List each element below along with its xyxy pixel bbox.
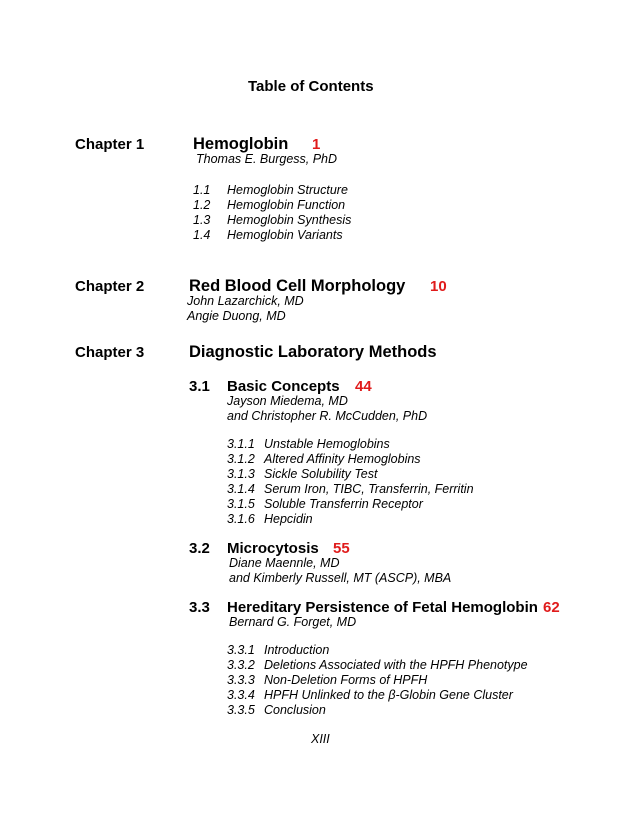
chapter-2-author: John Lazarchick, MD xyxy=(187,294,304,308)
section-3-3-title: Hereditary Persistence of Fetal Hemoglobin xyxy=(227,599,538,616)
toc-item-number: 1.1 xyxy=(193,183,211,197)
toc-item-text: Serum Iron, TIBC, Transferrin, Ferritin xyxy=(264,482,474,496)
section-3-2-title: Microcytosis xyxy=(227,540,319,557)
toc-item-text: Hepcidin xyxy=(264,512,313,526)
section-3-1-title: Basic Concepts xyxy=(227,378,340,395)
section-3-3-page-number: 62 xyxy=(543,599,560,616)
toc-item-text: Unstable Hemoglobins xyxy=(264,437,390,451)
chapter-2-page-number: 10 xyxy=(430,278,447,295)
section-3-1-author: and Christopher R. McCudden, PhD xyxy=(227,409,428,423)
section-3-2-page-number: 55 xyxy=(333,540,350,557)
toc-item-number: 3.1.5 xyxy=(227,497,255,511)
section-3-1-author: Jayson Miedema, MD xyxy=(227,394,348,408)
toc-item-text: Sickle Solubility Test xyxy=(264,467,378,481)
toc-item-text: Hemoglobin Variants xyxy=(227,228,343,242)
toc-item-number: 3.3.1 xyxy=(227,643,255,657)
chapter-1-title: Hemoglobin xyxy=(193,135,289,153)
section-3-3-number: 3.3 xyxy=(189,599,210,616)
toc-item-number: 3.1.6 xyxy=(227,512,255,526)
toc-item-text: Hemoglobin Synthesis xyxy=(227,213,352,227)
page-number-footer: XIII xyxy=(311,732,330,746)
toc-item-number: 3.1.3 xyxy=(227,467,255,481)
toc-item-text: Hemoglobin Function xyxy=(227,198,346,212)
toc-item-number: 3.3.3 xyxy=(227,673,255,687)
toc-item-number: 3.3.4 xyxy=(227,688,255,702)
page-title: Table of Contents xyxy=(248,78,374,95)
toc-item-number: 1.2 xyxy=(193,198,211,212)
section-3-2-author: Diane Maennle, MD xyxy=(229,556,340,570)
toc-item-text: Conclusion xyxy=(264,703,326,717)
chapter-3-title: Diagnostic Laboratory Methods xyxy=(189,343,437,361)
toc-item-text: Non-Deletion Forms of HPFH xyxy=(264,673,428,687)
toc-item-number: 1.4 xyxy=(193,228,211,242)
toc-item-text: Hemoglobin Structure xyxy=(227,183,348,197)
chapter-2-title: Red Blood Cell Morphology xyxy=(189,277,406,295)
toc-item-number: 1.3 xyxy=(193,213,211,227)
toc-item-number: 3.3.5 xyxy=(227,703,255,717)
toc-item-text: Introduction xyxy=(264,643,330,657)
section-3-1-page-number: 44 xyxy=(355,378,372,395)
toc-item-text: HPFH Unlinked to the β-Globin Gene Cluster xyxy=(264,688,513,702)
chapter-1-author: Thomas E. Burgess, PhD xyxy=(196,152,338,166)
toc-item-number: 3.1.2 xyxy=(227,452,255,466)
chapter-2-label: Chapter 2 xyxy=(75,278,145,295)
toc-item-text: Soluble Transferrin Receptor xyxy=(264,497,423,511)
section-3-2-author: and Kimberly Russell, MT (ASCP), MBA xyxy=(229,571,452,585)
chapter-3-label: Chapter 3 xyxy=(75,344,145,361)
chapter-2-author: Angie Duong, MD xyxy=(187,309,286,323)
section-3-1-number: 3.1 xyxy=(189,378,210,395)
toc-item-text: Deletions Associated with the HPFH Phenotype xyxy=(264,658,528,672)
chapter-1-page-number: 1 xyxy=(312,136,321,153)
chapter-1-label: Chapter 1 xyxy=(75,136,145,153)
toc-item-number: 3.3.2 xyxy=(227,658,255,672)
section-3-2-number: 3.2 xyxy=(189,540,210,557)
section-3-3-author: Bernard G. Forget, MD xyxy=(229,615,357,629)
toc-item-text: Altered Affinity Hemoglobins xyxy=(264,452,421,466)
toc-item-number: 3.1.4 xyxy=(227,482,255,496)
toc-item-number: 3.1.1 xyxy=(227,437,255,451)
